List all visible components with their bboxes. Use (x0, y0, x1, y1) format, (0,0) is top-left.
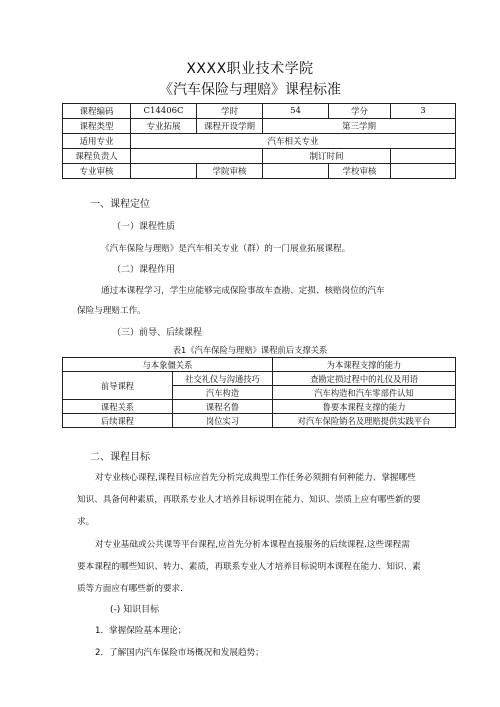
table-row (63, 400, 456, 414)
prerequisite-ability-1: 查勘定损过程中的礼仪及用语 (273, 372, 456, 386)
course-info-table (62, 103, 456, 179)
subheading-role: （二）课程作用 (112, 265, 176, 275)
type-label: 课程类型 (63, 119, 131, 134)
table-caption: 表1《汽车保险与理赔》课程前后支撑关系 (172, 345, 328, 355)
school-review-label: 学院审核 (197, 164, 263, 179)
school-review-value (263, 164, 329, 179)
owner-label: 课程负责人 (63, 149, 131, 164)
paragraph-nature: 《汽车保险与理赔》是汽车相关专业（群）的一门展业拓展课程。 (101, 244, 351, 254)
school-title: XXXX职业技术学院 (186, 61, 314, 77)
subheading-nature: （一）课程性质 (112, 222, 176, 232)
term-label: 课程开设学期 (197, 119, 263, 134)
term-value: 第三学期 (263, 119, 456, 134)
table-row (63, 164, 456, 179)
list-item: 1．掌握保险基本理论； (95, 626, 187, 636)
table-row (63, 134, 456, 149)
review-value (131, 164, 197, 179)
credit-value: 3 (391, 104, 456, 119)
relation-header-right: 为本课程支撑的能力 (273, 358, 456, 372)
paragraph-core-line2: 知识、具备何种素质，再联系专业人才培养目标说明在能力、知识、崇质上应有哪些新的要 (77, 495, 421, 505)
table-row (63, 119, 456, 134)
paragraph-core-line1: 对专业核心课程,课程目标应首先分析完成典型工作任务必须拥有何种能力、掌握哪些 (95, 473, 416, 483)
course-relation-table (62, 357, 456, 428)
table-row (63, 149, 456, 164)
course-name-header: 课程名鲁 (173, 400, 273, 414)
owner-value (131, 149, 263, 164)
table-row (63, 104, 456, 119)
table-row (63, 358, 456, 372)
subheading-prerequisites: （三）前导、后续课程 (112, 328, 203, 338)
type-value: 专业拓展 (131, 119, 197, 134)
followup-course: 岗位实习 (173, 414, 273, 428)
prerequisite-course-2: 汽车构造 (173, 386, 273, 400)
section-heading-objectives: 二、课程目标 (90, 452, 150, 463)
section-heading-positioning: 一、课程定位 (90, 199, 150, 210)
code-label: 课程编码 (63, 104, 131, 119)
code-value: C14406C (131, 104, 197, 119)
date-value (391, 149, 456, 164)
paragraph-platform-line2: 要本课程的哪些知识、转力、素质，再联系专业人才培养目标说明本课程在能力、知识、素 (77, 562, 421, 572)
prerequisite-ability-2: 汽车构造和汽车零部件认知 (273, 386, 456, 400)
followup-ability: 对汽车保险销名及理赔提供实践平台 (273, 414, 456, 428)
table-row (63, 372, 456, 386)
table-row (63, 414, 456, 428)
hours-label: 学时 (197, 104, 263, 119)
univ-review-value (391, 164, 456, 179)
paragraph-platform-line1: 对专业基础或公共课等平台课程,应首先分析本课程直接服务的后续课程.这些课程需 (95, 540, 410, 550)
required-ability-header: 鲁要本课程支撑的能力 (273, 400, 456, 414)
relation-header-left: 与本象僵关系 (63, 358, 273, 372)
subheading-knowledge: (-) 知识目标 (110, 605, 160, 615)
hours-value: 54 (263, 104, 329, 119)
major-label: 适用专业 (63, 134, 131, 149)
review-label: 专业审核 (63, 164, 131, 179)
paragraph-platform-line3: 质等方面应有哪些新的要求. (77, 584, 183, 594)
paragraph-role-line2: 保险与理赔工作。 (77, 306, 146, 316)
date-label: 制订时间 (263, 149, 391, 164)
major-value: 汽车相关专业 (131, 134, 456, 149)
relation-label: 课程关系 (63, 400, 173, 414)
paragraph-core-line3: 求。 (77, 517, 95, 527)
list-item: 2．了解国内汽车保险市场概况和发展趋势； (95, 648, 264, 658)
prerequisite-label: 前导课程 (63, 372, 173, 400)
univ-review-label: 学校审核 (329, 164, 391, 179)
prerequisite-course-1: 社交礼仪与沟通技巧 (173, 372, 273, 386)
credit-label: 学分 (329, 104, 391, 119)
course-title: 《汽车保险与理赔》课程标准 (159, 82, 341, 98)
paragraph-role-line1: 通过本课程学习，学生应能够完成保险事故车查勘、定损、核赔岗位的汽车 (101, 286, 385, 296)
followup-label: 后续课程 (63, 414, 173, 428)
